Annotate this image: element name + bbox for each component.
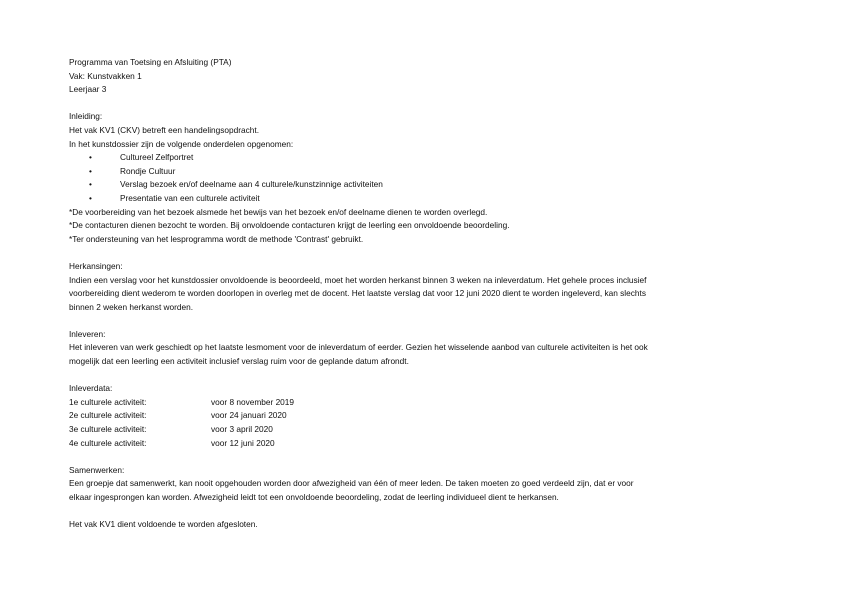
document-page bbox=[69, 56, 781, 532]
closing-statement: Het vak KV1 dient voldoende te worden afgesloten. bbox=[69, 519, 258, 530]
subject-line: Vak: Kunstvakken 1 bbox=[69, 70, 142, 81]
paragraph-line: Het inleveren van werk geschiedt op het laatste lesmoment voor de inleverdatum of eerder. Gezien het wisselende aanbod van culturele activiteiten is het ook bbox=[69, 342, 648, 353]
section-heading: Inleiding: bbox=[69, 111, 103, 122]
note: *De contacturen dienen bezocht te worden. Bij onvoldoende contacturen krijgt de leerling een onvoldoende beoordeling. bbox=[69, 220, 510, 231]
paragraph-line: voorbereiding dient wederom te worden doorlopen in overleg met de docent. Het laatste verslag dat voor 12 juni 2020 dient te worden ingeleverd, kan slechts bbox=[69, 288, 646, 299]
deadline-row bbox=[69, 409, 781, 423]
list-item: • Presentatie van een culturele activiteit bbox=[89, 192, 781, 206]
deadline-label: 2e culturele activiteit: bbox=[69, 410, 147, 421]
deadline-label: 4e culturele activiteit: bbox=[69, 437, 147, 448]
section-heading: Inleveren: bbox=[69, 328, 106, 339]
bullet-icon: • bbox=[89, 165, 92, 176]
bullet-icon: • bbox=[89, 179, 92, 190]
section-samenwerken bbox=[69, 464, 781, 505]
paragraph: Het vak KV1 (CKV) betreft een handelingsopdracht. bbox=[69, 124, 260, 135]
bullet-icon: • bbox=[89, 192, 92, 203]
paragraph: In het kunstdossier zijn de volgende onderdelen opgenomen: bbox=[69, 138, 294, 149]
paragraph-line: mogelijk dat een leerling een activiteit inclusief verslag ruim voor de geplande datum afrondt. bbox=[69, 356, 409, 367]
note: *De voorbereiding van het bezoek alsmede het bewijs van het bezoek en/of deelname dienen te worden overlegd. bbox=[69, 206, 488, 217]
paragraph-line: binnen 2 weken herkanst worden. bbox=[69, 301, 194, 312]
section-heading: Inleverdata: bbox=[69, 383, 113, 394]
paragraph-line: elkaar ingesprongen kan worden. Afwezigheid leidt tot een onvoldoende beoordeling, zodat de leerling individueel dient te herkansen. bbox=[69, 492, 559, 502]
section-inleverdata bbox=[69, 382, 781, 450]
dossier-items-list bbox=[69, 151, 781, 205]
section-herkansingen bbox=[69, 260, 781, 314]
list-item: • Cultureel Zelfportret bbox=[89, 151, 781, 165]
deadline-date: voor 12 juni 2020 bbox=[211, 437, 275, 448]
deadline-row bbox=[69, 423, 781, 437]
deadline-label: 1e culturele activiteit: bbox=[69, 396, 147, 407]
paragraph-line: Een groepje dat samenwerkt, kan nooit opgehouden worden door afwezigheid van één of meer leden. De taken moeten zo goed verdeeld zijn, dat er voor bbox=[69, 478, 634, 489]
deadline-date: voor 3 april 2020 bbox=[211, 424, 273, 435]
deadline-row bbox=[69, 437, 781, 451]
document-title: Programma van Toetsing en Afsluiting (PTA) bbox=[69, 57, 232, 67]
section-inleiding bbox=[69, 110, 781, 246]
document-header bbox=[69, 56, 781, 97]
deadline-row bbox=[69, 396, 781, 410]
section-heading: Herkansingen: bbox=[69, 260, 123, 271]
deadline-label: 3e culturele activiteit: bbox=[69, 424, 147, 435]
section-heading: Samenwerken: bbox=[69, 464, 125, 475]
bullet-icon: • bbox=[89, 152, 92, 163]
note: *Ter ondersteuning van het lesprogramma wordt de methode 'Contrast' gebruikt. bbox=[69, 233, 364, 244]
deadline-date: voor 24 januari 2020 bbox=[211, 410, 287, 421]
year-line: Leerjaar 3 bbox=[69, 84, 107, 95]
section-inleveren bbox=[69, 328, 781, 369]
paragraph-line: Indien een verslag voor het kunstdossier onvoldoende is beoordeeld, moet het worden herkanst binnen 3 weken na inleverdatum. Het gehele proces inclusief bbox=[69, 274, 647, 285]
deadline-date: voor 8 november 2019 bbox=[211, 396, 295, 407]
list-item: • Verslag bezoek en/of deelname aan 4 culturele/kunstzinnige activiteiten bbox=[89, 178, 781, 192]
list-item: • Rondje Cultuur bbox=[89, 165, 781, 179]
